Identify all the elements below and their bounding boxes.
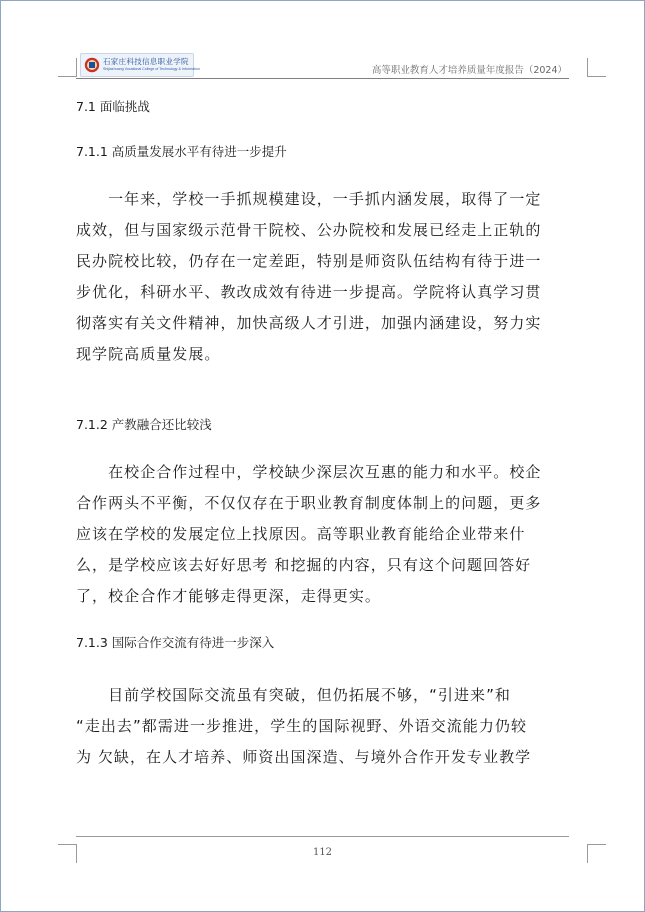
paragraph-line: 合作两头不平衡，不仅仅存在于职业教育制度体制上的问题，更多 xyxy=(76,494,542,512)
logo-english-name: Shijiazhuang Vocational College of Technology & Information xyxy=(103,66,200,71)
paragraph-line: 应该在学校的发展定位上找原因。高等职业教育能给企业带来什 xyxy=(76,525,526,543)
paragraph-line: 民办院校比较，仍存在一定差距，特别是师资队伍结构有待于进一 xyxy=(76,252,542,270)
paragraph-line: 了，校企合作才能够走得更深，走得更实。 xyxy=(76,587,381,605)
section-heading-7-1-2: 7.1.2 产教融合还比较浅 xyxy=(76,417,212,432)
paragraph-7-1-1 xyxy=(76,184,581,370)
page-header xyxy=(76,50,569,78)
paragraph-7-1-3 xyxy=(76,680,581,773)
crop-mark-top-left xyxy=(58,58,77,77)
school-logo xyxy=(80,53,200,77)
section-heading-7-1-1: 7.1.1 高质量发展水平有待进一步提升 xyxy=(76,144,287,159)
header-rule xyxy=(76,78,569,79)
paragraph-line: 一年来，学校一手抓规模建设，一手抓内涵发展，取得了一定 xyxy=(76,190,542,208)
paragraph-line: 么，是学校应该去好好思考 和挖掘的内容，只有这个问题回答好 xyxy=(76,556,532,574)
section-heading-7-1: 7.1 面临挑战 xyxy=(76,99,150,114)
paragraph-line: 现学院高质量发展。 xyxy=(76,345,221,363)
paragraph-line: “走出去”都需进一步推进，学生的国际视野、外语交流能力仍较 xyxy=(76,717,527,735)
paragraph-line: 在校企合作过程中，学校缺少深层次互惠的能力和水平。校企 xyxy=(76,463,542,481)
section-heading-7-1-3: 7.1.3 国际合作交流有待进一步深入 xyxy=(76,635,275,650)
footer-rule xyxy=(76,836,569,837)
paragraph-line: 成效，但与国家级示范骨干院校、公办院校和发展已经走上正轨的 xyxy=(76,221,542,239)
paragraph-line: 步优化，科研水平、教改成效有待进一步提高。学院将认真学习贯 xyxy=(76,283,542,301)
paragraph-7-1-2 xyxy=(76,457,581,612)
school-emblem-icon xyxy=(84,57,100,73)
page-number: 112 xyxy=(312,847,333,858)
paragraph-line: 目前学校国际交流虽有突破，但仍拓展不够，“引进来”和 xyxy=(76,686,511,704)
paragraph-line: 为 欠缺，在人才培养、师资出国深造、与境外合作开发专业教学 xyxy=(76,748,532,766)
crop-mark-top-right xyxy=(587,58,606,77)
report-title: 高等职业教育人才培养质量年度报告（2024） xyxy=(371,65,567,76)
paragraph-line: 彻落实有关文件精神，加快高级人才引进，加强内涵建设，努力实 xyxy=(76,314,542,332)
logo-chinese-name: 石家庄科技信息职业学院 xyxy=(103,57,189,67)
